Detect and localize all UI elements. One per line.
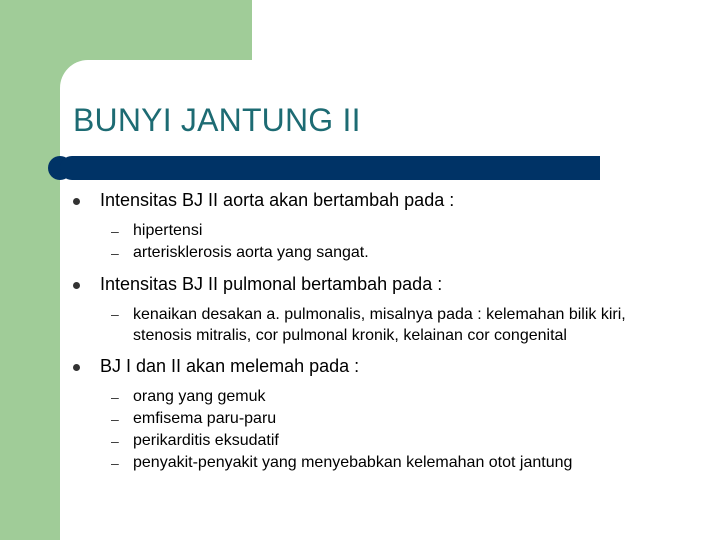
sub-item — [73, 386, 693, 408]
sub-item — [73, 242, 693, 264]
green-left-strip — [0, 0, 60, 540]
slide-title: BUNYI JANTUNG II — [73, 102, 361, 138]
sub-item-text: penyakit-penyakit yang menyebabkan kelemahan otot jantung — [133, 454, 573, 471]
sub-item — [73, 452, 693, 474]
title-underline-bar — [60, 156, 600, 180]
dash-icon: – — [111, 223, 119, 239]
dash-icon: – — [111, 455, 119, 471]
sub-item — [73, 408, 693, 430]
bullet-item-1 — [73, 186, 693, 214]
dash-icon: – — [111, 411, 119, 427]
dash-icon: – — [111, 306, 119, 322]
sub-item — [73, 430, 693, 452]
dash-icon: – — [111, 245, 119, 261]
bullet-dot-icon — [73, 282, 80, 289]
sub-item — [73, 304, 693, 346]
bullet-text: Intensitas BJ II pulmonal bertambah pada : — [100, 274, 443, 294]
sub-item-text: arterisklerosis aorta yang sangat. — [133, 244, 369, 261]
sub-item-text: perikarditis eksudatif — [133, 432, 279, 449]
bullet-dot-icon — [73, 364, 80, 371]
bullet-list — [73, 186, 693, 474]
sub-item-text: hipertensi — [133, 222, 203, 239]
bullet-dot-icon — [73, 198, 80, 205]
bullet-item-2 — [73, 270, 693, 298]
bullet-text: BJ I dan II akan melemah pada : — [100, 356, 360, 376]
sub-item-text: orang yang gemuk — [133, 388, 266, 405]
dash-icon: – — [111, 433, 119, 449]
sub-item — [73, 220, 693, 242]
dash-icon: – — [111, 389, 119, 405]
bullet-item-3 — [73, 352, 693, 380]
bullet-text: Intensitas BJ II aorta akan bertambah pada : — [100, 190, 455, 210]
sub-item-text: kenaikan desakan a. pulmonalis, misalnya pada : kelemahan bilik kiri, stenosis mitralis, cor pulmonal kronik, kelainan cor congenital — [133, 306, 626, 344]
sub-item-text: emfisema paru-paru — [133, 410, 277, 427]
